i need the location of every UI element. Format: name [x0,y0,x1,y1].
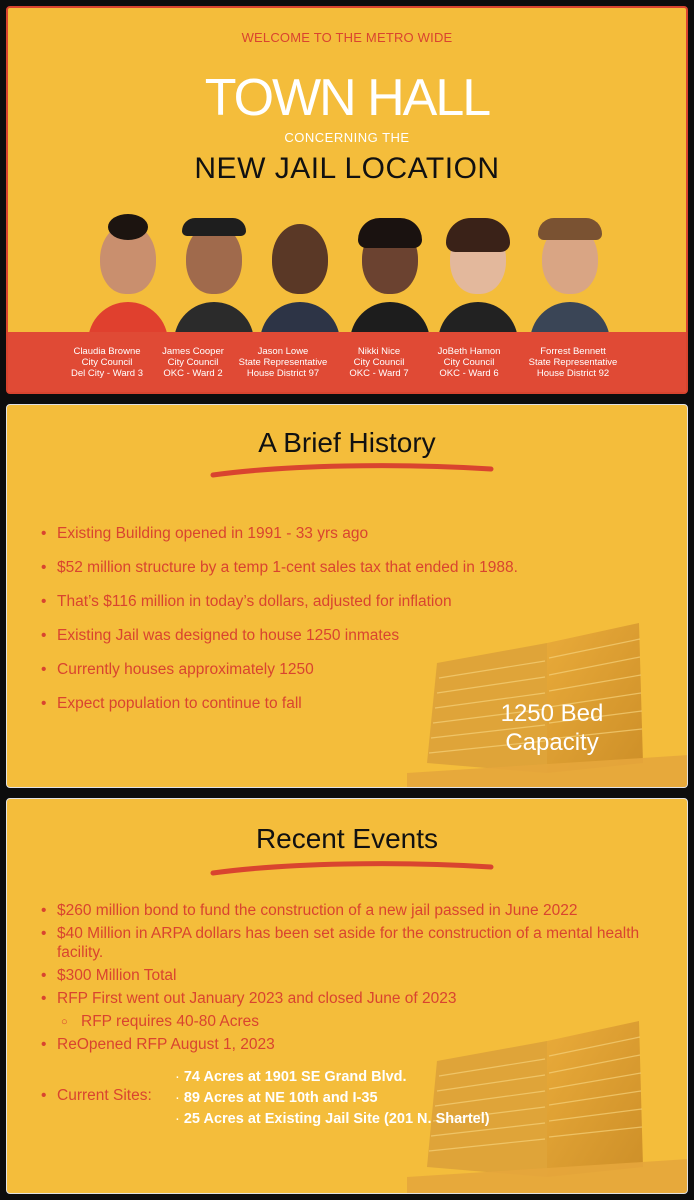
speaker-portraits [8,204,686,338]
list-item: • $300 Million Total [41,966,661,985]
speaker-photo [168,214,260,342]
list-item: • Existing Building opened in 1991 - 33 yrs ago [41,525,601,559]
list-item: • $40 Million in ARPA dollars has been set aside for the construction of a mental health facility. [41,924,661,962]
speaker-photo [524,214,616,342]
section-title: Recent Events [255,823,439,854]
history-slide [6,404,688,788]
townhall-slide [6,6,688,394]
speaker-label: JoBeth Hamon City Council OKC - Ward 6 [437,346,501,379]
list-item: · 74 Acres at 1901 SE Grand Blvd. [175,1067,490,1088]
speaker-photo [254,214,346,342]
list-item: • Currently houses approximately 1250 [41,661,601,695]
speaker-name-bar [8,332,686,394]
list-item: · 25 Acres at Existing Jail Site (201 N. Shartel) [175,1109,490,1130]
recent-events-slide [6,798,688,1194]
speaker-photo [344,214,436,342]
speaker-photo [432,214,524,342]
capacity-label: 1250 Bed Capacity [500,700,604,756]
list-item: • Expect population to continue to fall [41,695,601,729]
speaker-photo [82,214,174,342]
page-title: TOWN HALL [204,69,490,127]
list-item: • $260 million bond to fund the construction of a new jail passed in June 2022 [41,901,661,920]
speaker-label: Nikki Nice City Council OKC - Ward 7 [349,346,409,379]
title-underline [207,463,497,479]
subtitle: NEW JAIL LOCATION [194,152,500,185]
list-item: • That’s $116 million in today’s dollars, adjusted for inflation [41,593,601,627]
list-item: ○ RFP requires 40-80 Acres [41,1012,661,1031]
speaker-label: James Cooper City Council OKC - Ward 2 [162,346,224,379]
sites-label: • Current Sites: [41,1087,152,1104]
list-item: • ReOpened RFP August 1, 2023 [41,1035,661,1054]
sites-list [175,1067,490,1130]
welcome-text: WELCOME TO THE METRO WIDE [241,30,453,45]
section-title: A Brief History [258,427,436,458]
events-list [41,901,661,1058]
concerning-text: CONCERNING THE [284,130,410,145]
list-item: · 89 Acres at NE 10th and I-35 [175,1088,490,1109]
speaker-label: Forrest Bennett State Representative House District 92 [528,346,618,379]
list-item: • RFP First went out January 2023 and closed June of 2023 [41,989,661,1008]
list-item: • Existing Jail was designed to house 1250 inmates [41,627,601,661]
speaker-label: Jason Lowe State Representative House District 97 [238,346,328,379]
speaker-label: Claudia Browne City Council Del City - Ward 3 [71,346,143,379]
list-item: • $52 million structure by a temp 1-cent sales tax that ended in 1988. [41,559,601,593]
title-underline [207,861,497,877]
